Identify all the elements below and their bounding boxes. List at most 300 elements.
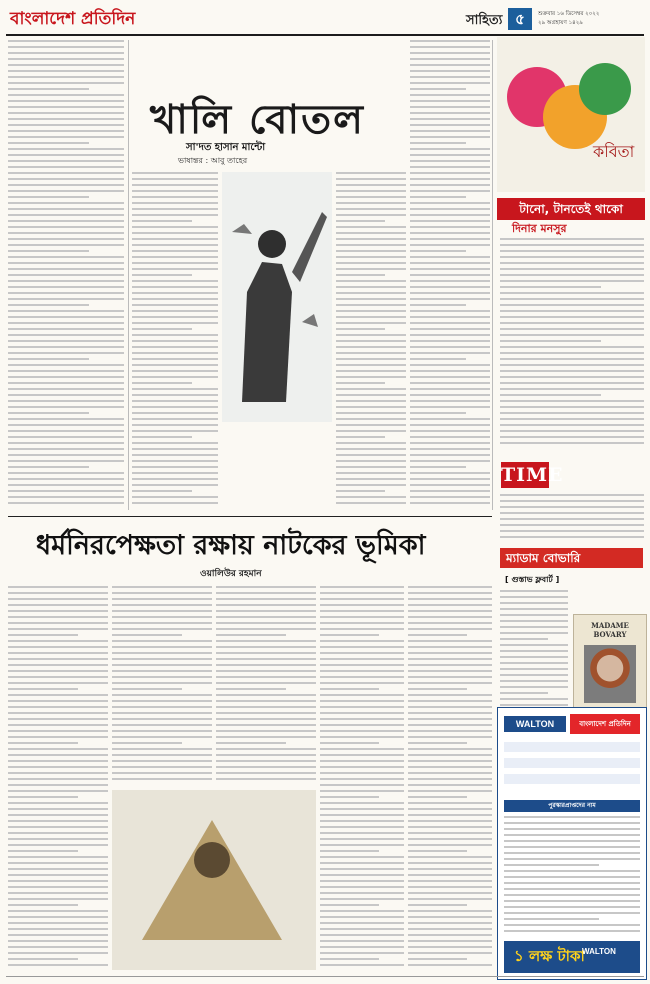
text-line <box>8 394 124 396</box>
text-line <box>8 868 108 870</box>
text-line <box>410 58 490 60</box>
text-line <box>336 424 406 426</box>
text-line <box>408 898 492 900</box>
text-line <box>132 472 218 474</box>
text-line <box>410 472 490 474</box>
text-line <box>320 766 404 768</box>
text-line <box>320 682 404 684</box>
ad-tag: বাংলাদেশ প্রতিদিন <box>570 714 640 734</box>
text-line <box>132 214 218 216</box>
text-line <box>8 256 124 258</box>
text-line <box>8 694 108 696</box>
text-line <box>8 958 78 960</box>
text-line <box>216 754 316 756</box>
feature-column-1 <box>8 586 108 970</box>
text-line <box>408 784 492 786</box>
text-line <box>132 274 192 276</box>
text-line <box>408 616 492 618</box>
text-line <box>408 652 492 654</box>
walton-advertisement[interactable] <box>497 707 647 980</box>
text-line <box>408 958 467 960</box>
text-line <box>8 862 108 864</box>
text-line <box>216 724 316 726</box>
text-line <box>8 928 108 930</box>
text-line <box>410 166 490 168</box>
text-line <box>132 418 218 420</box>
text-line <box>320 946 404 948</box>
ad-prize-amount: ১ লক্ষ টাকা <box>514 947 585 965</box>
text-column-2 <box>132 172 218 512</box>
text-line <box>320 622 404 624</box>
text-line <box>8 76 124 78</box>
text-line <box>504 870 640 872</box>
poem-box-label: কবিতা <box>593 142 635 161</box>
text-line <box>336 196 406 198</box>
text-line <box>504 834 640 836</box>
text-line <box>336 328 385 330</box>
text-line <box>408 886 492 888</box>
poem-art <box>497 37 645 192</box>
text-line <box>320 670 404 672</box>
text-line <box>8 814 108 816</box>
text-line <box>504 888 640 890</box>
date-bangla: ২৯ অগ্রহায়ণ ১৪২৯ <box>538 20 583 26</box>
text-line <box>8 148 124 150</box>
text-line <box>112 766 212 768</box>
text-line <box>8 856 108 858</box>
text-line <box>410 40 490 42</box>
text-line <box>336 388 406 390</box>
text-line <box>500 518 644 520</box>
text-line <box>320 910 404 912</box>
text-line <box>504 858 640 860</box>
text-line <box>8 628 108 630</box>
text-line <box>112 658 212 660</box>
text-line <box>336 502 406 504</box>
text-line <box>8 964 108 966</box>
text-line <box>500 430 644 432</box>
text-line <box>216 664 316 666</box>
text-line <box>8 352 124 354</box>
text-line <box>8 898 108 900</box>
text-line <box>410 136 490 138</box>
text-line <box>336 490 385 492</box>
text-line <box>336 292 406 294</box>
text-line <box>336 466 406 468</box>
text-line <box>216 718 316 720</box>
text-line <box>112 706 212 708</box>
text-line <box>408 778 492 780</box>
text-line <box>216 634 286 636</box>
text-line <box>320 646 404 648</box>
text-line <box>132 436 192 438</box>
ad-winners-list <box>504 816 640 936</box>
text-line <box>132 346 218 348</box>
text-line <box>132 232 218 234</box>
text-line <box>336 202 406 204</box>
text-line <box>410 424 490 426</box>
text-line <box>216 586 316 588</box>
text-line <box>336 460 406 462</box>
text-line <box>8 364 124 366</box>
text-line <box>500 590 568 592</box>
text-line <box>504 882 640 884</box>
text-line <box>8 334 124 336</box>
text-line <box>132 448 218 450</box>
text-line <box>8 358 89 360</box>
text-line <box>8 640 108 642</box>
text-line <box>500 692 548 694</box>
text-line <box>8 166 124 168</box>
text-line <box>410 418 490 420</box>
text-line <box>216 748 316 750</box>
text-line <box>320 874 404 876</box>
review-body <box>500 590 568 715</box>
text-line <box>8 838 108 840</box>
text-line <box>408 730 492 732</box>
text-line <box>216 622 316 624</box>
text-line <box>8 340 124 342</box>
text-line <box>8 292 124 294</box>
text-line <box>132 382 192 384</box>
text-line <box>320 952 404 954</box>
text-line <box>8 172 124 174</box>
text-line <box>112 628 212 630</box>
text-line <box>8 70 124 72</box>
text-line <box>408 904 467 906</box>
text-line <box>8 688 78 690</box>
text-line <box>410 178 490 180</box>
text-line <box>320 856 404 858</box>
text-line <box>408 916 492 918</box>
text-line <box>8 442 124 444</box>
text-line <box>336 394 406 396</box>
text-line <box>320 934 404 936</box>
ad-brand: WALTON <box>504 716 566 732</box>
feature-illustration <box>112 790 316 970</box>
text-line <box>500 262 644 264</box>
text-line <box>8 586 108 588</box>
ad-prize-banner <box>504 941 640 973</box>
text-line <box>500 376 644 378</box>
text-line <box>8 922 108 924</box>
text-line <box>132 178 218 180</box>
text-line <box>320 850 379 852</box>
text-line <box>112 664 212 666</box>
text-line <box>132 388 218 390</box>
text-line <box>500 334 644 336</box>
text-line <box>8 718 108 720</box>
text-line <box>216 640 316 642</box>
text-line <box>8 424 124 426</box>
text-line <box>410 382 490 384</box>
time-text <box>500 494 644 544</box>
text-line <box>8 100 124 102</box>
text-line <box>8 388 124 390</box>
text-line <box>500 406 644 408</box>
text-line <box>8 730 108 732</box>
text-line <box>408 856 492 858</box>
text-line <box>410 244 490 246</box>
text-line <box>8 934 108 936</box>
text-line <box>320 754 404 756</box>
text-line <box>320 652 404 654</box>
text-line <box>8 322 124 324</box>
text-line <box>8 190 124 192</box>
text-line <box>8 616 108 618</box>
text-line <box>8 850 78 852</box>
text-line <box>112 670 212 672</box>
text-line <box>320 814 404 816</box>
text-line <box>8 64 124 66</box>
text-line <box>8 784 108 786</box>
text-line <box>336 472 406 474</box>
text-line <box>504 924 640 926</box>
text-line <box>216 736 316 738</box>
text-line <box>8 466 89 468</box>
text-line <box>500 412 644 414</box>
text-line <box>112 700 212 702</box>
text-line <box>8 328 124 330</box>
text-line <box>410 286 490 288</box>
text-line <box>320 610 404 612</box>
text-line <box>132 484 218 486</box>
text-line <box>336 496 406 498</box>
text-line <box>320 694 404 696</box>
text-line <box>408 712 492 714</box>
text-line <box>408 682 492 684</box>
text-line <box>132 184 218 186</box>
text-line <box>8 604 108 606</box>
text-line <box>408 880 492 882</box>
text-line <box>410 274 490 276</box>
text-line <box>410 232 490 234</box>
text-line <box>410 160 490 162</box>
text-line <box>8 916 108 918</box>
text-line <box>336 484 406 486</box>
text-line <box>216 730 316 732</box>
text-line <box>132 298 218 300</box>
text-line <box>320 772 404 774</box>
text-line <box>408 664 492 666</box>
text-line <box>500 530 644 532</box>
text-line <box>336 244 406 246</box>
text-line <box>500 614 568 616</box>
story-author: সা'দত হাসান মান্টো <box>186 142 266 153</box>
text-line <box>320 700 404 702</box>
feature-title: ধর্মনিরপেক্ষতা রক্ষায় নাটকের ভূমিকা <box>36 530 426 561</box>
poem-illustration <box>497 37 645 192</box>
text-line <box>408 928 492 930</box>
text-line <box>8 778 108 780</box>
text-line <box>8 154 124 156</box>
text-line <box>336 304 406 306</box>
date-block <box>538 10 599 28</box>
text-line <box>112 616 212 618</box>
text-line <box>8 382 124 384</box>
text-line <box>132 364 218 366</box>
text-line <box>8 118 124 120</box>
text-line <box>336 334 406 336</box>
text-line <box>320 730 404 732</box>
text-line <box>410 280 490 282</box>
text-line <box>8 676 108 678</box>
text-line <box>132 316 218 318</box>
text-line <box>408 808 492 810</box>
text-line <box>410 484 490 486</box>
text-line <box>336 406 406 408</box>
text-line <box>408 820 492 822</box>
book-cover <box>573 614 647 716</box>
text-line <box>336 208 406 210</box>
text-line <box>320 838 404 840</box>
text-line <box>8 160 124 162</box>
text-line <box>500 298 644 300</box>
text-line <box>8 454 124 456</box>
text-line <box>216 652 316 654</box>
text-line <box>408 760 492 762</box>
text-line <box>408 610 492 612</box>
text-line <box>8 664 108 666</box>
text-line <box>336 268 406 270</box>
newspaper-logo <box>10 6 135 34</box>
text-line <box>8 280 124 282</box>
text-line <box>408 658 492 660</box>
text-line <box>408 706 492 708</box>
feature-column-3 <box>216 586 316 786</box>
text-line <box>410 478 490 480</box>
text-line <box>320 820 404 822</box>
text-line <box>408 940 492 942</box>
text-line <box>8 184 124 186</box>
text-line <box>410 412 466 414</box>
text-line <box>410 406 490 408</box>
text-line <box>320 880 404 882</box>
text-line <box>408 622 492 624</box>
text-line <box>410 502 490 504</box>
text-line <box>410 436 490 438</box>
text-line <box>112 718 212 720</box>
text-line <box>408 754 492 756</box>
text-line <box>320 736 404 738</box>
text-line <box>132 454 218 456</box>
text-line <box>336 418 406 420</box>
text-line <box>132 340 218 342</box>
text-line <box>112 646 212 648</box>
text-line <box>132 394 218 396</box>
text-line <box>410 148 490 150</box>
text-line <box>8 652 108 654</box>
text-line <box>408 604 492 606</box>
text-line <box>112 754 212 756</box>
text-line <box>336 220 385 222</box>
text-line <box>132 442 218 444</box>
text-line <box>410 310 490 312</box>
text-line <box>408 670 492 672</box>
text-line <box>8 610 108 612</box>
text-line <box>320 628 404 630</box>
text-line <box>8 670 108 672</box>
text-line <box>336 352 406 354</box>
text-line <box>504 876 640 878</box>
text-line <box>112 724 212 726</box>
text-line <box>320 862 404 864</box>
text-line <box>8 202 124 204</box>
text-line <box>8 646 108 648</box>
text-line <box>410 358 466 360</box>
text-line <box>410 304 466 306</box>
text-line <box>410 52 490 54</box>
text-line <box>8 946 108 948</box>
text-line <box>320 844 404 846</box>
text-line <box>336 226 406 228</box>
text-line <box>408 874 492 876</box>
text-line <box>320 616 404 618</box>
text-line <box>8 310 124 312</box>
text-line <box>216 658 316 660</box>
text-line <box>410 466 466 468</box>
text-line <box>132 466 218 468</box>
text-line <box>410 460 490 462</box>
text-line <box>8 796 78 798</box>
text-line <box>216 712 316 714</box>
text-line <box>336 238 406 240</box>
text-line <box>132 358 218 360</box>
text-line <box>8 742 78 744</box>
text-line <box>112 682 212 684</box>
column-divider <box>492 40 493 510</box>
text-line <box>8 124 124 126</box>
text-line <box>410 364 490 366</box>
text-line <box>8 766 108 768</box>
text-line <box>132 238 218 240</box>
text-line <box>410 352 490 354</box>
text-line <box>132 196 218 198</box>
text-line <box>408 748 492 750</box>
text-line <box>336 310 406 312</box>
text-line <box>500 626 568 628</box>
text-line <box>500 256 644 258</box>
text-line <box>500 512 644 514</box>
text-line <box>8 244 124 246</box>
text-line <box>408 772 492 774</box>
text-line <box>408 838 492 840</box>
text-line <box>500 388 644 390</box>
text-line <box>336 184 406 186</box>
text-line <box>336 340 406 342</box>
text-line <box>410 340 490 342</box>
text-line <box>8 892 108 894</box>
text-line <box>500 704 568 706</box>
text-line <box>500 662 568 664</box>
text-line <box>132 400 218 402</box>
review-author: [ গুস্তাভ ফ্লবার্ট ] <box>505 575 560 584</box>
text-line <box>500 650 568 652</box>
text-line <box>8 886 108 888</box>
text-line <box>8 832 108 834</box>
text-line <box>216 670 316 672</box>
text-line <box>320 586 404 588</box>
text-line <box>8 484 124 486</box>
text-line <box>132 286 218 288</box>
text-line <box>320 922 404 924</box>
text-line <box>410 46 490 48</box>
text-line <box>500 322 644 324</box>
text-line <box>320 664 404 666</box>
ad-row <box>504 758 640 768</box>
text-line <box>320 658 404 660</box>
text-line <box>8 268 124 270</box>
